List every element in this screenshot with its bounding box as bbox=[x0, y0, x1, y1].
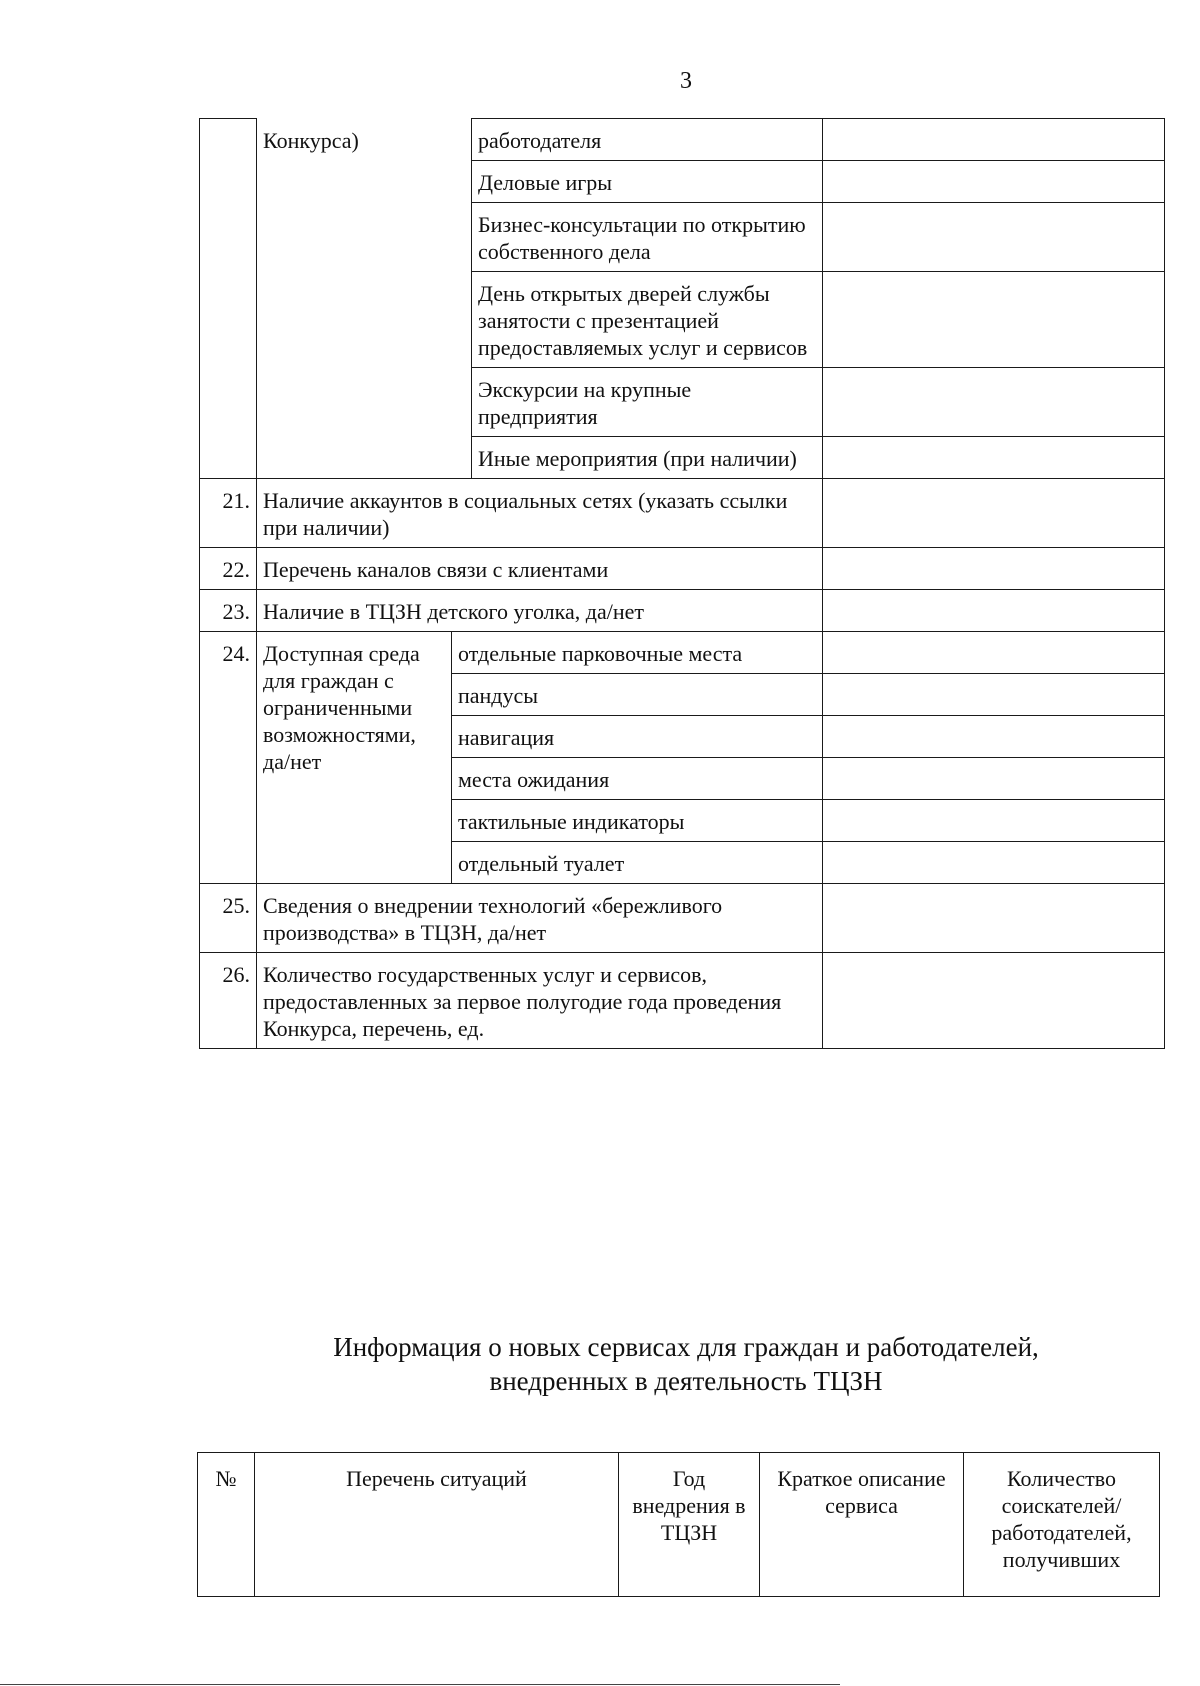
value-cell[interactable] bbox=[823, 119, 1165, 161]
value-cell[interactable] bbox=[823, 632, 1165, 674]
subitem-cell bbox=[452, 800, 823, 842]
value-cell[interactable] bbox=[823, 800, 1165, 842]
row-label-cell bbox=[257, 119, 472, 479]
value-cell[interactable] bbox=[823, 884, 1165, 953]
column-header: Количество соискателей/работодателей, получивших bbox=[964, 1453, 1160, 1597]
services-table bbox=[197, 1452, 1160, 1597]
row-number: 23. bbox=[200, 590, 257, 632]
row-label: Конкурса) bbox=[263, 127, 359, 153]
section-title-line: Информация о новых сервисах для граждан и работодателей, bbox=[333, 1332, 1039, 1362]
column-header: Год внедрения в ТЦЗН bbox=[619, 1453, 760, 1597]
table-row bbox=[200, 479, 1165, 548]
criteria-table bbox=[199, 118, 1165, 1049]
column-header: Краткое описание сервиса bbox=[760, 1453, 964, 1597]
subitem-label: отдельные парковочные места bbox=[458, 641, 743, 666]
subitem-label: пандусы bbox=[458, 683, 539, 708]
row-number: 24. bbox=[200, 632, 257, 884]
subitem-label: Деловые игры bbox=[478, 170, 613, 195]
row-number: 22. bbox=[200, 548, 257, 590]
row-label: Наличие в ТЦЗН детского уголка, да/нет bbox=[257, 590, 823, 632]
row-label: Перечень каналов связи с клиентами bbox=[257, 548, 823, 590]
value-cell[interactable] bbox=[823, 548, 1165, 590]
subitem-cell bbox=[452, 758, 823, 800]
table-row bbox=[200, 953, 1165, 1049]
value-cell[interactable] bbox=[823, 758, 1165, 800]
table-header-row bbox=[198, 1453, 1160, 1597]
subitem-label: навигация bbox=[458, 725, 555, 750]
value-cell[interactable] bbox=[823, 437, 1165, 479]
subitem-label: Экскурсии на крупные предприятия bbox=[478, 377, 692, 429]
subitem-label: Иные мероприятия (при наличии) bbox=[478, 446, 797, 471]
value-cell[interactable] bbox=[823, 674, 1165, 716]
value-cell[interactable] bbox=[823, 842, 1165, 884]
subitem-cell bbox=[472, 203, 823, 272]
page-number: 3 bbox=[680, 68, 692, 94]
subitem-label: отдельный туалет bbox=[458, 851, 625, 876]
subitem-cell bbox=[452, 674, 823, 716]
value-cell[interactable] bbox=[823, 479, 1165, 548]
table-row bbox=[200, 119, 1165, 161]
row-label: Сведения о внедрении технологий «бережливого производства» в ТЦЗН, да/нет bbox=[257, 884, 823, 953]
subitem-cell bbox=[472, 437, 823, 479]
row-number: 21. bbox=[200, 479, 257, 548]
subitem-cell bbox=[452, 842, 823, 884]
row-label: Наличие аккаунтов в социальных сетях (указать ссылки при наличии) bbox=[257, 479, 823, 548]
table-row bbox=[200, 590, 1165, 632]
subitem-label: Бизнес-консультации по открытию собственного дела bbox=[478, 212, 806, 264]
subitem-cell bbox=[452, 632, 823, 674]
row-label: Количество государственных услуг и сервисов, предоставленных за первое полугодие года проведения Конкурса, перечень, ед. bbox=[257, 953, 823, 1049]
subitem-cell bbox=[472, 161, 823, 203]
value-cell[interactable] bbox=[823, 203, 1165, 272]
table-row bbox=[200, 548, 1165, 590]
subitem-cell bbox=[472, 119, 823, 161]
value-cell[interactable] bbox=[823, 590, 1165, 632]
row-number: 25. bbox=[200, 884, 257, 953]
row-number-cell bbox=[200, 119, 257, 479]
column-header: Перечень ситуаций bbox=[255, 1453, 619, 1597]
row-number: 26. bbox=[200, 953, 257, 1049]
column-header: № bbox=[198, 1453, 255, 1597]
table-row bbox=[200, 632, 1165, 674]
row-label: Доступная среда для граждан с ограниченными возможностями, да/нет bbox=[257, 632, 452, 884]
subitem-label: тактильные индикаторы bbox=[458, 809, 685, 834]
subitem-cell bbox=[472, 272, 823, 368]
value-cell[interactable] bbox=[823, 272, 1165, 368]
value-cell[interactable] bbox=[823, 161, 1165, 203]
section-title bbox=[0, 1330, 1200, 1398]
subitem-cell bbox=[452, 716, 823, 758]
subitem-label: День открытых дверей службы занятости с презентацией предоставляемых услуг и сервисов bbox=[478, 281, 808, 360]
table-row bbox=[200, 884, 1165, 953]
subitem-cell bbox=[472, 368, 823, 437]
value-cell[interactable] bbox=[823, 716, 1165, 758]
subitem-label: места ожидания bbox=[458, 767, 610, 792]
value-cell[interactable] bbox=[823, 953, 1165, 1049]
footer-divider bbox=[0, 1684, 840, 1685]
value-cell[interactable] bbox=[823, 368, 1165, 437]
subitem-label: работодателя bbox=[478, 128, 602, 153]
section-title-line: внедренных в деятельность ТЦЗН bbox=[489, 1366, 883, 1396]
